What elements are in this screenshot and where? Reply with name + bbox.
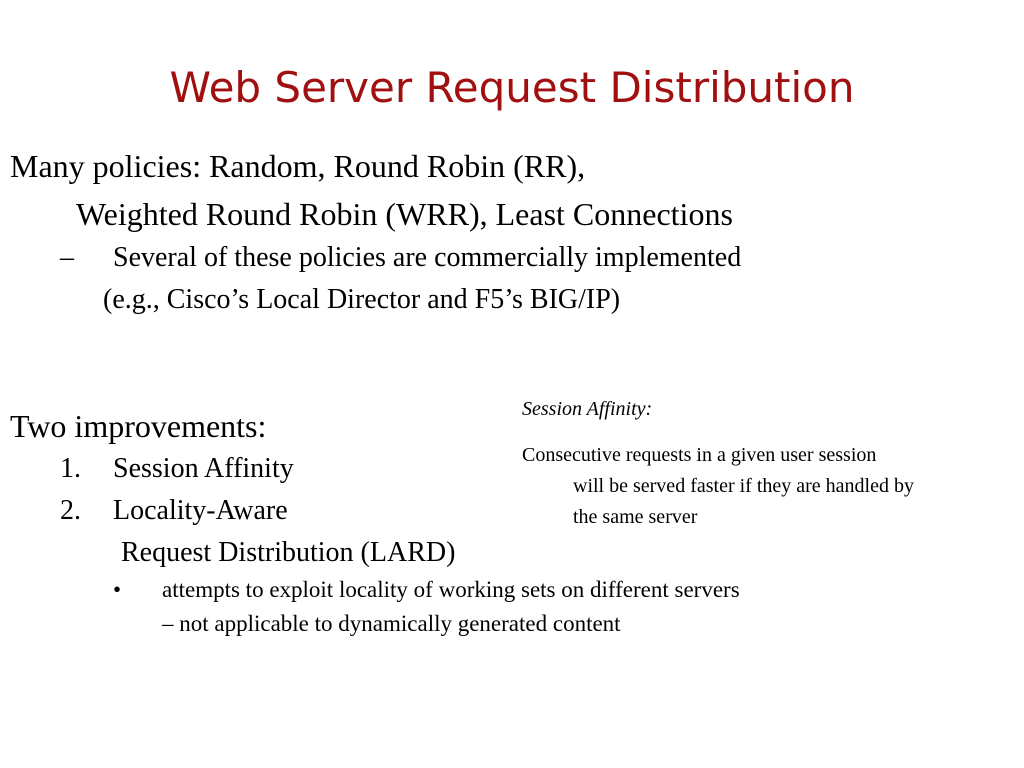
improvement-2-continuation: Request Distribution (LARD) (121, 537, 456, 568)
improvement-2-label: Locality-Aware (113, 495, 288, 526)
improvement-2-number: 2. (60, 495, 81, 526)
side-note-heading: Session Affinity: (522, 398, 653, 420)
lard-bullet-line-2: – not applicable to dynamically generated content (162, 611, 621, 636)
policies-sub-line-2: (e.g., Cisco’s Local Director and F5’s BIG/IP) (103, 284, 621, 315)
side-note-line-2: will be served faster if they are handled by (573, 475, 914, 497)
improvements-heading: Two improvements: (10, 408, 267, 444)
policies-line-2: Weighted Round Robin (WRR), Least Connections (76, 196, 733, 232)
policies-sub-line-1: Several of these policies are commercially implemented (113, 242, 742, 273)
improvement-1-label: Session Affinity (113, 453, 294, 484)
policies-line-1: Many policies: Random, Round Robin (RR), (10, 148, 586, 184)
side-note-line-1: Consecutive requests in a given user session (522, 444, 877, 466)
lard-bullet-line-1: attempts to exploit locality of working sets on different servers (162, 577, 740, 602)
side-note-line-3: the same server (573, 506, 698, 528)
slide-title: Web Server Request Distribution (169, 63, 855, 112)
policies-sub-dash: – (60, 242, 74, 273)
improvement-1-number: 1. (60, 453, 81, 484)
lard-bullet-icon: • (113, 577, 122, 602)
